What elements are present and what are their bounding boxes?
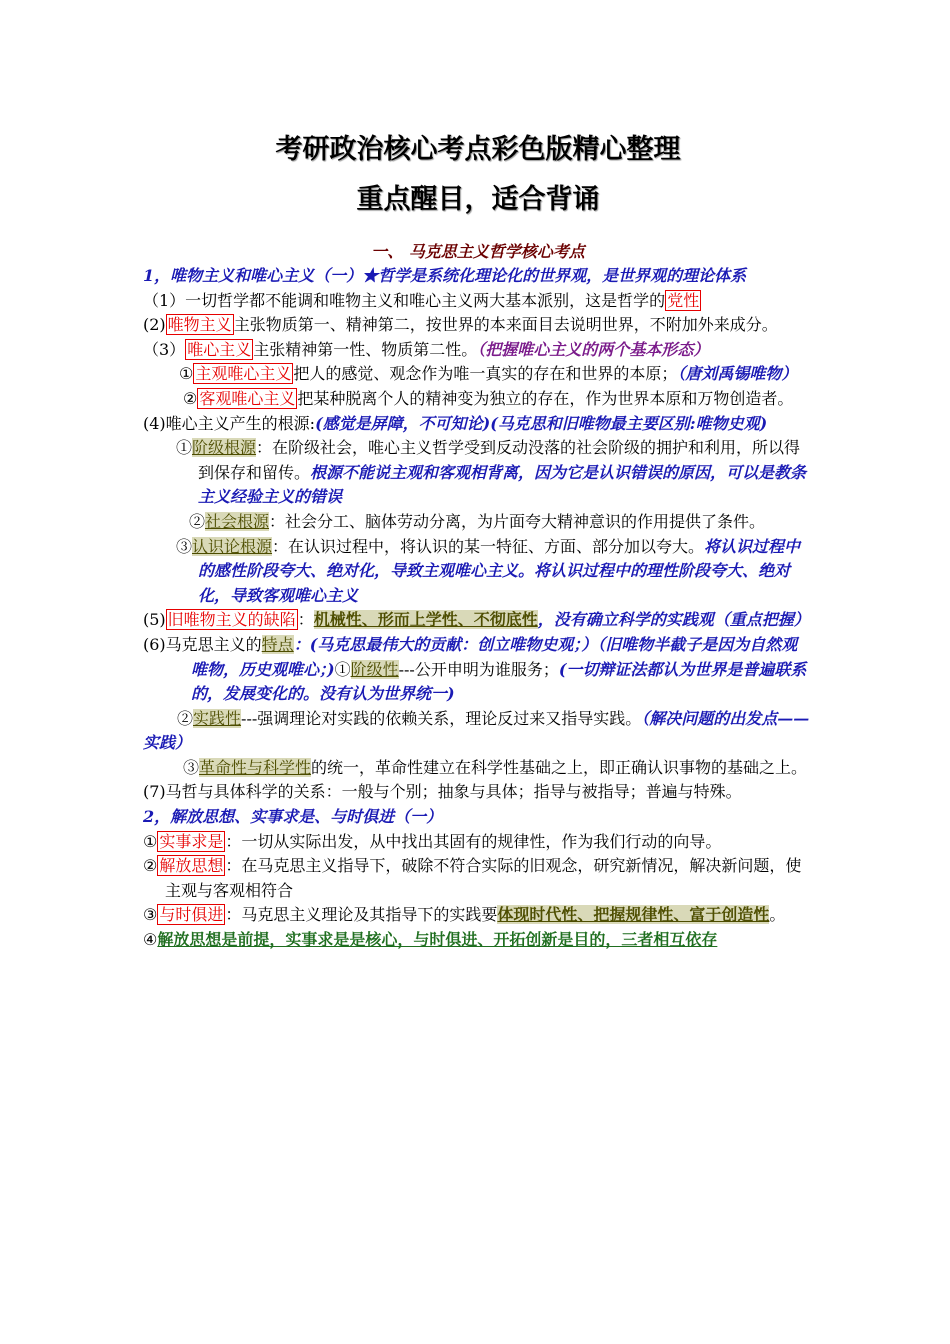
- text: （3）: [143, 339, 186, 359]
- note: (感觉是屏障，不可知论)(马克思和旧唯物最主要区别:唯物史观): [315, 413, 768, 433]
- text: ---强调理论对实践的依赖关系，理论反过来又指导实践。: [241, 708, 642, 728]
- list-number: ①: [334, 659, 351, 679]
- text: (4)唯心主义产生的根源:: [143, 413, 316, 433]
- paragraph-7: (7)马哲与具体科学的关系：一般与个别；抽象与具体；指导与被指导；普遍与特殊。: [143, 782, 742, 802]
- list-number: ①: [179, 364, 194, 384]
- note: (一切辩证法都认为世界是普遍联系的，发展变化的。没有认为世界统一): [191, 659, 807, 704]
- item-2: [143, 854, 813, 903]
- topic-heading-2: 2，解放思想、实事求是、与时俱进（一）: [143, 807, 443, 827]
- note: ：(马克思最伟大的贡献：创立唯物史观；）（旧唯物半截子是因为自然观唯物，历史观唯心；): [191, 634, 798, 679]
- highlight-era: 体现时代性、把握规律性、富于创造性: [497, 905, 770, 925]
- text: 主张物质第一、精神第二，按世界的本来面目去说明世界，不附加外来成分。: [233, 315, 778, 335]
- text: ：马克思主义理论及其指导下的实践要: [225, 905, 498, 925]
- text: 的统一，革命性建立在科学性基础之上，即正确认识事物的基础之上。: [311, 757, 808, 777]
- paragraph-6c: [143, 756, 813, 781]
- paragraph-1: [143, 289, 813, 314]
- paragraph-4b: [143, 510, 813, 535]
- text: 把人的感觉、观念作为唯一真实的存在和世界的本原；: [293, 364, 678, 384]
- term-subjective-idealism: 主观唯心主义: [195, 364, 292, 384]
- document-content: [143, 128, 813, 953]
- list-number: ②: [183, 388, 198, 408]
- term-epistemological-root: 认识论根源: [192, 536, 273, 556]
- text: ：一切从实际出发，从中找出其固有的规律性，作为我们行动的向导。: [225, 831, 722, 851]
- paragraph-3b: [143, 387, 813, 412]
- item-3: [143, 903, 813, 928]
- note: 根源不能说主观和客观相背离，因为它是认识错误的原因，可以是教条主义经验主义的错误: [198, 462, 807, 507]
- summary-statement: 解放思想是前提，实事求是是核心，与时俱进、开拓创新是目的，三者相互依存: [157, 930, 718, 950]
- term-old-materialism-defects: 旧唯物主义的缺陷: [167, 610, 296, 630]
- list-number: ③: [183, 757, 200, 777]
- topic-heading-1: 1，唯物主义和唯心主义（一）★哲学是系统化理论化的世界观，是世界观的理论体系: [143, 266, 747, 285]
- term-idealism: 唯心主义: [187, 339, 252, 359]
- highlight-defects: 机械性、形而上学性、不彻底性: [313, 610, 538, 630]
- text: (6)马克思主义的: [143, 634, 262, 654]
- paragraph-3a: [143, 362, 813, 387]
- section-heading: 一、 马克思主义哲学核心考点: [371, 242, 585, 261]
- paragraph-4c: [143, 535, 813, 609]
- document-title: 考研政治核心考点彩色版精心整理: [275, 134, 681, 165]
- paragraph-5: [143, 608, 813, 633]
- term-features: 特点: [261, 634, 294, 654]
- text: ：社会分工、脑体劳动分离，为片面夸大精神意识的作用提供了条件。: [269, 511, 766, 531]
- paragraph-6b: [143, 707, 813, 756]
- paragraph-6: [143, 633, 813, 707]
- list-number: ④: [143, 930, 158, 950]
- list-number: ③: [143, 905, 158, 925]
- note: （把握唯心主义的两个基本形态）: [477, 339, 710, 359]
- term-class-root: 阶级根源: [192, 438, 257, 458]
- term-objective-idealism: 客观唯心主义: [199, 388, 296, 408]
- item-1: [143, 830, 813, 855]
- text: (2): [143, 315, 166, 335]
- document-subtitle: 重点醒目，适合背诵: [356, 184, 600, 215]
- text: ：在马克思主义指导下，破除不符合实际的旧观念，研究新情况，解决新问题，使主观与客观相符合: [165, 856, 802, 900]
- note: ，没有确立科学的实践观（重点把握）: [537, 610, 810, 630]
- list-number: ②: [143, 856, 158, 876]
- note: （唐刘禹锡唯物）: [677, 364, 798, 384]
- list-number: ②: [177, 708, 194, 728]
- list-number: ①: [176, 438, 193, 458]
- text: ：: [297, 610, 314, 630]
- paragraph-4a: [143, 436, 813, 510]
- term-keep-pace: 与时俱进: [159, 905, 224, 925]
- list-number: ①: [143, 831, 158, 851]
- paragraph-4: [143, 412, 813, 437]
- paragraph-2: [143, 313, 813, 338]
- text: (5): [143, 610, 166, 630]
- list-number: ②: [189, 511, 206, 531]
- text: ：在认识过程中，将认识的某一特征、方面、部分加以夸大。: [272, 536, 705, 556]
- text: 。: [769, 905, 786, 925]
- list-number: ③: [176, 536, 193, 556]
- item-4: [143, 928, 813, 953]
- term-practicality: 实践性: [193, 708, 242, 728]
- term-revolutionary-scientific: 革命性与科学性: [199, 757, 312, 777]
- text: 主张精神第一性、物质第二性。: [253, 339, 478, 359]
- term-party-nature: 党性: [667, 290, 700, 310]
- note: （解决问题的出发点——实践）: [143, 708, 810, 753]
- term-emancipate-mind: 解放思想: [159, 856, 224, 876]
- text: 把某种脱离个人的精神变为独立的存在，作为世界本原和万物创造者。: [297, 388, 794, 408]
- term-seek-truth: 实事求是: [159, 831, 224, 851]
- term-materialism: 唯物主义: [167, 315, 232, 335]
- text: （1）一切哲学都不能调和唯物主义和唯心主义两大基本派别，这是哲学的: [143, 290, 666, 310]
- paragraph-3: [143, 338, 813, 363]
- text: ：在阶级社会，唯心主义哲学受到反动没落的社会阶级的拥护和利用，所以得到保存和留传。: [198, 438, 801, 482]
- term-social-root: 社会根源: [205, 511, 270, 531]
- term-class-nature: 阶级性: [350, 659, 399, 679]
- text: ---公开申明为谁服务；: [398, 659, 559, 679]
- note: 将认识过程中的感性阶段夸大、绝对化，导致主观唯心主义。将认识过程中的理性阶段夸大、绝对化，导致客观唯心主义: [198, 536, 801, 605]
